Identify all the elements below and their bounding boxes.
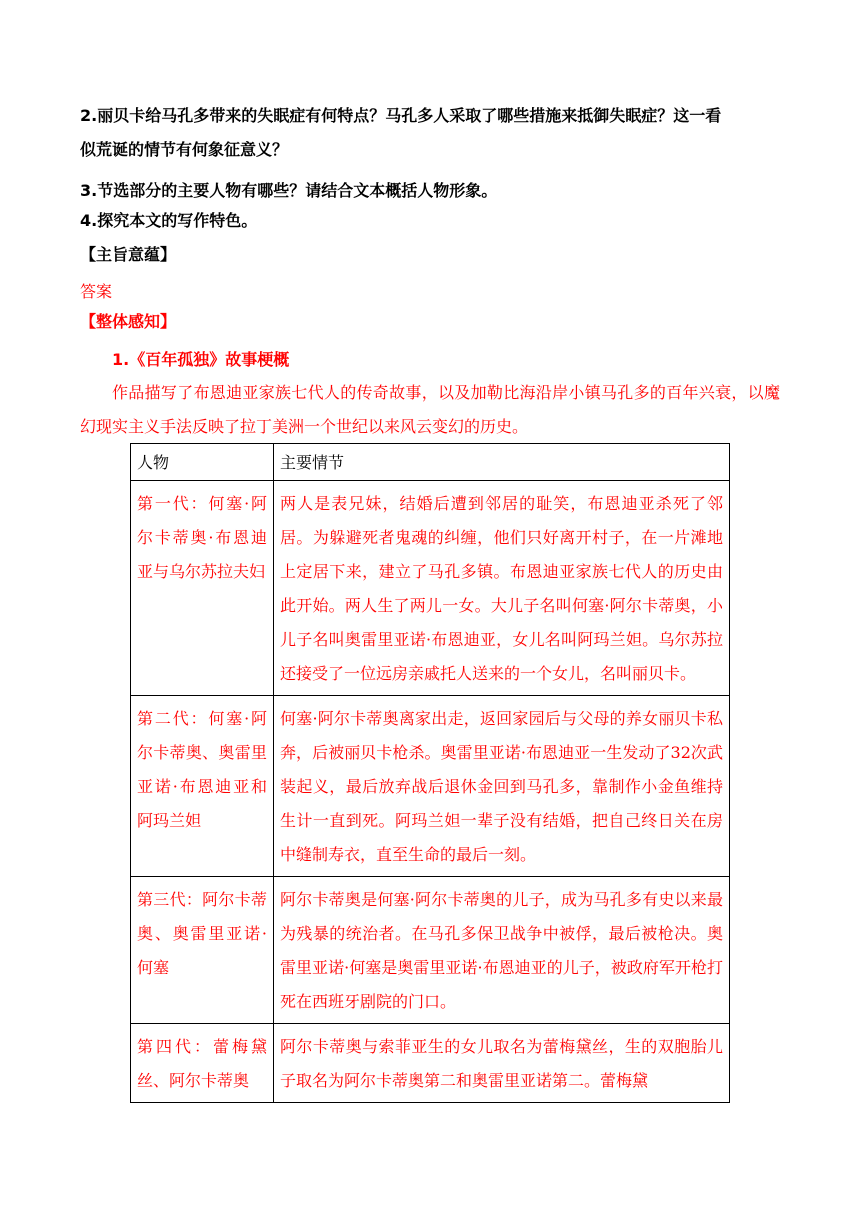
character-plot-table — [130, 443, 730, 1103]
generation-cell: 第三代：阿尔卡蒂奥、奥雷里亚诺·何塞 — [131, 877, 274, 1024]
theme-heading: 【主旨意蕴】 — [80, 245, 177, 264]
synopsis-title: 1.《百年孤独》故事梗概 — [112, 350, 290, 369]
question-4: 4.探究本文的写作特色。 — [80, 211, 258, 230]
table-row — [131, 1024, 730, 1103]
generation-cell: 第一代：何塞·阿尔卡蒂奥·布恩迪亚与乌尔苏拉夫妇 — [131, 481, 274, 696]
table-header-row — [131, 444, 730, 481]
plot-cell: 阿尔卡蒂奥是何塞·阿尔卡蒂奥的儿子，成为马孔多有史以来最为残暴的统治者。在马孔多保卫战争中被俘，最后被枪决。奥雷里亚诺·何塞是奥雷里亚诺·布恩迪亚的儿子，被政府军开枪打死在西班牙剧院的门口。 — [274, 877, 730, 1024]
table-row — [131, 481, 730, 696]
plot-cell: 两人是表兄妹，结婚后遭到邻居的耻笑，布恩迪亚杀死了邻居。为躲避死者鬼魂的纠缠，他们只好离开村子，在一片滩地上定居下来，建立了马孔多镇。布恩迪亚家族七代人的历史由此开始。两人生了两儿一女。大儿子名叫何塞·阿尔卡蒂奥，小儿子名叫奥雷里亚诺·布恩迪亚，女儿名叫阿玛兰妲。乌尔苏拉还接受了一位远房亲戚托人送来的一个女儿，名叫丽贝卡。 — [274, 481, 730, 696]
plot-cell: 阿尔卡蒂奥与索菲亚生的女儿取名为蕾梅黛丝，生的双胞胎儿子取名为阿尔卡蒂奥第二和奥雷里亚诺第二。蕾梅黛 — [274, 1024, 730, 1103]
question-3: 3.节选部分的主要人物有哪些？请结合文本概括人物形象。 — [80, 181, 498, 200]
table-row — [131, 696, 730, 877]
plot-cell: 何塞·阿尔卡蒂奥离家出走，返回家园后与父母的养女丽贝卡私奔，后被丽贝卡枪杀。奥雷里亚诺·布恩迪亚一生发动了32次武装起义，最后放弃战后退休金回到马孔多，靠制作小金鱼维持生计一直到死。阿玛兰妲一辈子没有结婚，把自己终日关在房中缝制寿衣，直至生命的最后一刻。 — [274, 696, 730, 877]
question-2-line-1: 2.丽贝卡给马孔多带来的失眠症有何特点？马孔多人采取了哪些措施来抵御失眠症？这一看 — [80, 106, 722, 125]
synopsis-paragraph: 作品描写了布恩迪亚家族七代人的传奇故事，以及加勒比海沿岸小镇马孔多的百年兴衰，以魔幻现实主义手法反映了拉丁美洲一个世纪以来风云变幻的历史。 — [80, 383, 780, 436]
header-person: 人物 — [131, 444, 274, 481]
generation-cell: 第二代：何塞·阿尔卡蒂奥、奥雷里亚诺·布恩迪亚和阿玛兰妲 — [131, 696, 274, 877]
question-2-line-2: 似荒诞的情节有何象征意义？ — [80, 140, 289, 159]
header-plot: 主要情节 — [274, 444, 730, 481]
answer-label: 答案 — [80, 282, 113, 301]
generation-cell: 第四代：蕾梅黛丝、阿尔卡蒂奥 — [131, 1024, 274, 1103]
overall-heading: 【整体感知】 — [80, 312, 177, 331]
table-row — [131, 877, 730, 1024]
